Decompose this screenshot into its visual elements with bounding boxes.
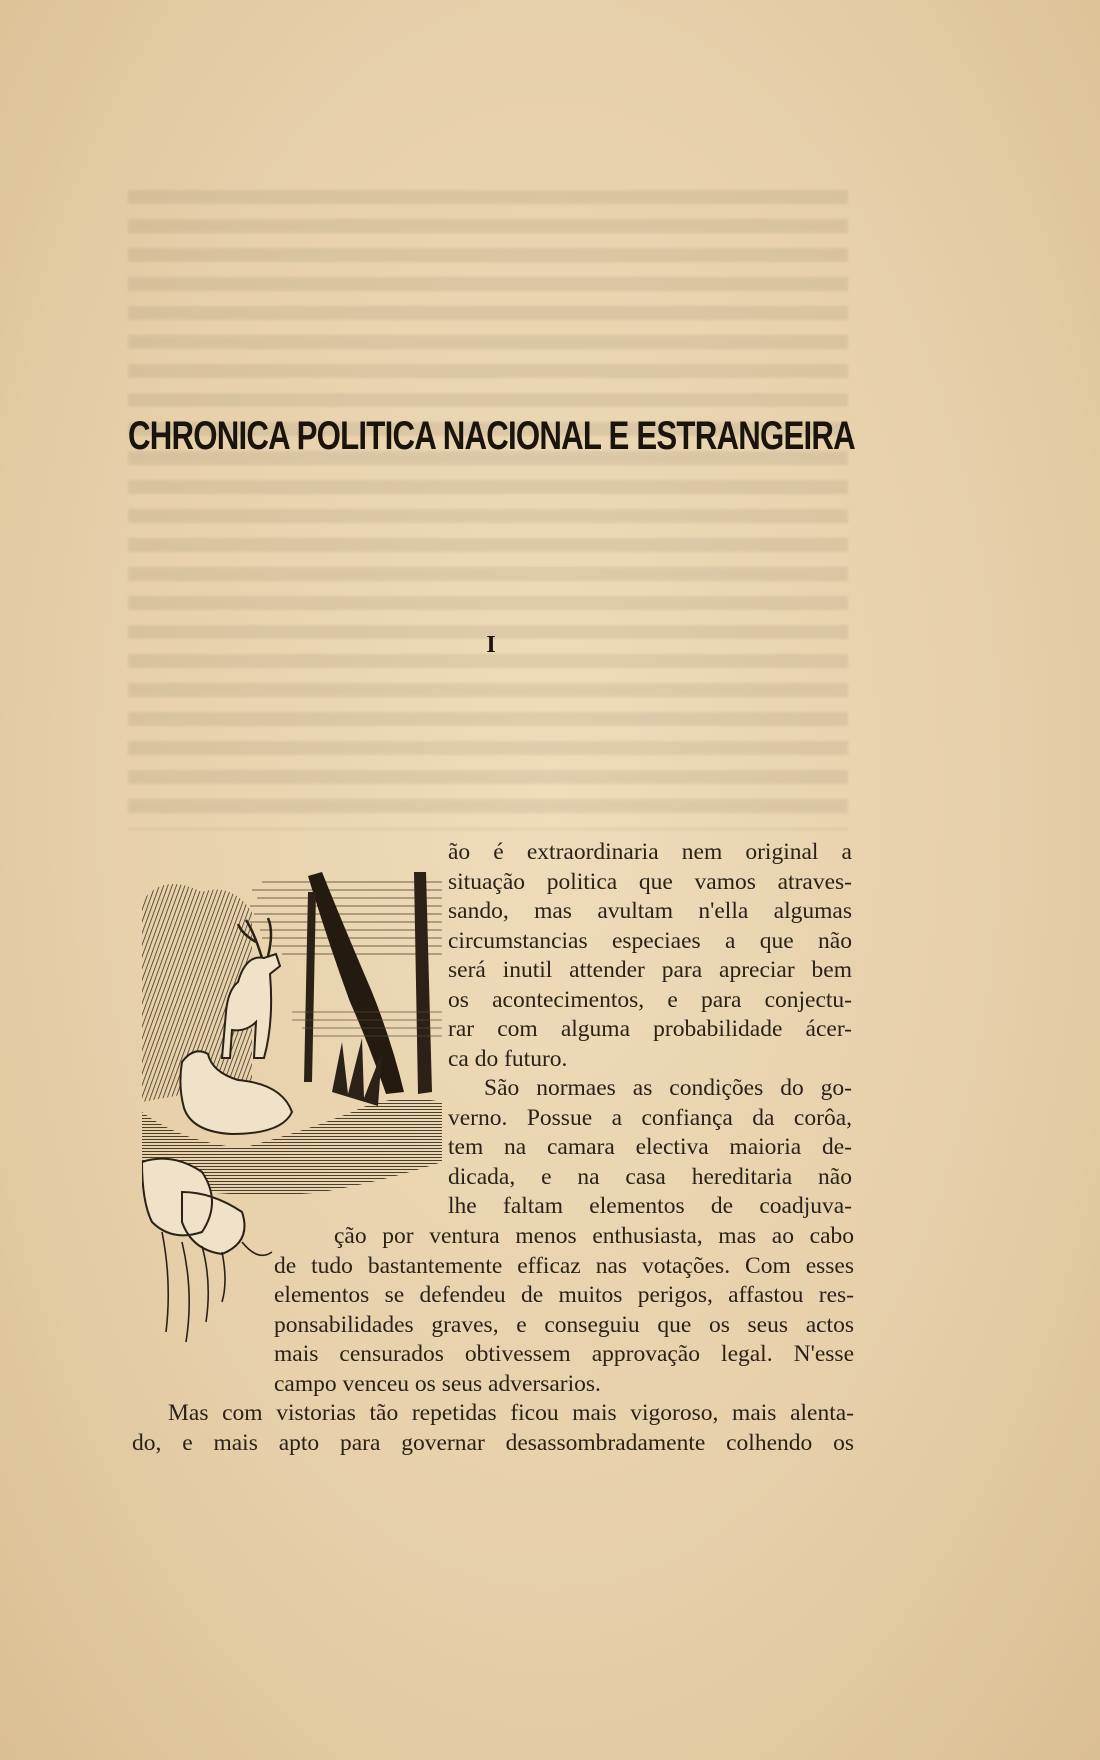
paragraph-2-continued xyxy=(274,1222,854,1399)
text-line: ão é extraordinaria nem original a xyxy=(448,839,852,865)
text-line: dicada, e na casa hereditaria não xyxy=(448,1163,852,1190)
page-title: CHRONICA POLITICA NACIONAL E ESTRANGEIRA xyxy=(128,414,855,458)
text-line: São normaes as condições do go- xyxy=(484,1075,852,1101)
text-line: verno. Possue a confiança da corôa, xyxy=(448,1104,852,1131)
paragraph-3 xyxy=(132,1399,854,1458)
text-line: os acontecimentos, e para conjectu- xyxy=(448,986,852,1013)
text-line: Mas com vistorias tão repetidas ficou mais vigoroso, mais alenta- xyxy=(168,1400,854,1426)
text-line: ca do futuro. xyxy=(448,1045,568,1072)
text-line: rar com alguma probabilidade ácer- xyxy=(448,1016,852,1042)
text-line: lhe faltam elementos de coadjuva- xyxy=(448,1193,852,1219)
text-line: sando, mas avultam n'ella algumas xyxy=(448,898,852,924)
text-line: situação politica que vamos atraves- xyxy=(448,868,852,895)
text-line: mais censurados obtivessem approvação legal. N'esse xyxy=(274,1341,854,1367)
text-line: será inutil attender para apreciar bem xyxy=(448,957,852,983)
tree-trunk-right xyxy=(414,872,432,1094)
text-line: de tudo bastantemente efficaz nas votações. Com esses xyxy=(274,1252,854,1279)
show-through-text xyxy=(128,190,855,830)
text-line: campo venceu os seus adversarios. xyxy=(274,1370,601,1397)
text-line: do, e mais apto para governar desassombradamente colhendo os xyxy=(132,1429,854,1456)
section-number: I xyxy=(486,632,496,658)
text-line: tem na camara electiva maioria de- xyxy=(448,1134,852,1160)
tree-trunk-thin xyxy=(304,892,316,1082)
text-line: elementos se defendeu de muitos perigos, affastou res- xyxy=(274,1282,854,1308)
paragraph-1 xyxy=(448,838,852,1222)
tree-trunk-leaning xyxy=(308,872,404,1094)
text-line: ção por ventura menos enthusiasta, mas ao cabo xyxy=(334,1223,854,1249)
text-line: circumstancias especiaes a que não xyxy=(448,927,852,954)
text-line: ponsabilidades graves, e conseguiu que os seus actos xyxy=(274,1311,854,1338)
